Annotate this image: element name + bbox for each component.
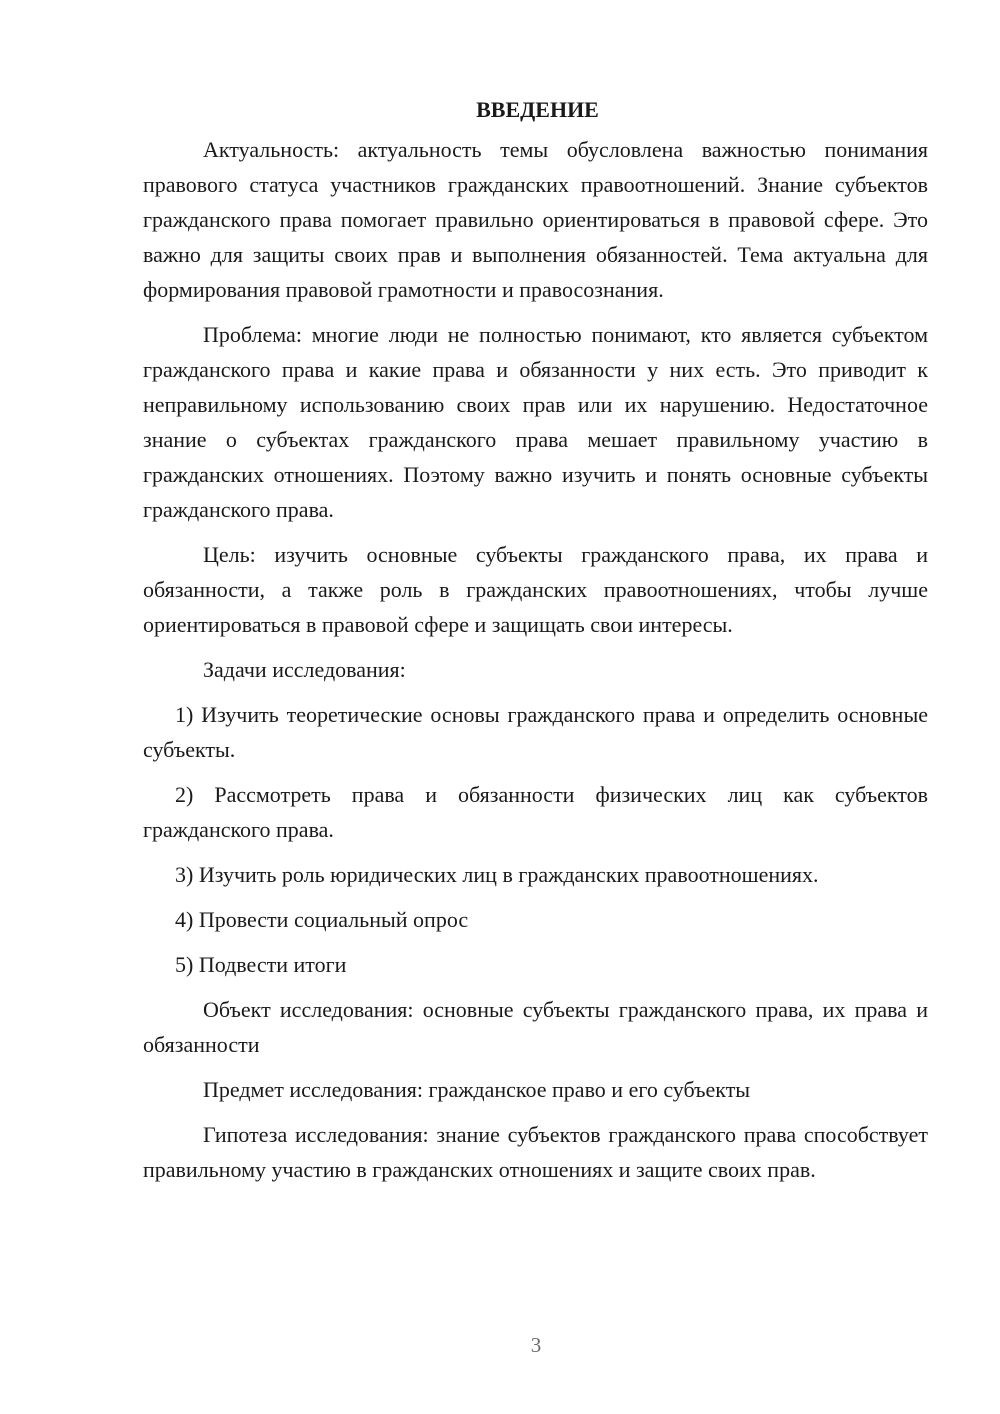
tasks-heading: Задачи исследования:: [203, 657, 406, 682]
task-item-5: 5) Подвести итоги: [175, 952, 347, 977]
page-content: [143, 92, 928, 1197]
object-paragraph: Объект исследования: основные субъекты гражданского права, их права и обязанности: [143, 997, 928, 1057]
page-number: 3: [530, 1333, 542, 1357]
hypothesis-paragraph: Гипотеза исследования: знание субъектов гражданского права способствует правильному участию в гражданских отношениях и защите своих прав.: [143, 1122, 928, 1182]
page-title: ВВЕДЕНИЕ: [476, 97, 599, 122]
task-item-1: 1) Изучить теоретические основы гражданского права и определить основные субъекты.: [143, 702, 928, 762]
goal-paragraph: Цель: изучить основные субъекты гражданского права, их права и обязанности, а также роль в гражданских правоотношениях, чтобы лучше ориентироваться в правовой сфере и защищать свои интересы.: [143, 542, 928, 637]
problem-paragraph: Проблема: многие люди не полностью понимают, кто является субъектом гражданского права и какие права и обязанности у них есть. Это приводит к неправильному использованию своих прав или их нарушению. Недостаточное знание о субъектах гражданского права мешает правильному участию в гражданских отношениях. Поэтому важно изучить и понять основные субъекты гражданского права.: [143, 322, 928, 522]
task-item-3: 3) Изучить роль юридических лиц в гражданских правоотношениях.: [175, 862, 819, 887]
task-item-2: 2) Рассмотреть права и обязанности физических лиц как субъектов гражданского права.: [143, 782, 928, 842]
relevance-paragraph: Актуальность: актуальность темы обусловлена важностью понимания правового статуса участников гражданских правоотношений. Знание субъектов гражданского права помогает правильно ориентироваться в правовой сфере. Это важно для защиты своих прав и выполнения обязанностей. Тема актуальна для формирования правовой грамотности и правосознания.: [143, 137, 928, 302]
task-item-4: 4) Провести социальный опрос: [175, 907, 469, 932]
subject-paragraph: Предмет исследования: гражданское право и его субъекты: [203, 1077, 751, 1102]
